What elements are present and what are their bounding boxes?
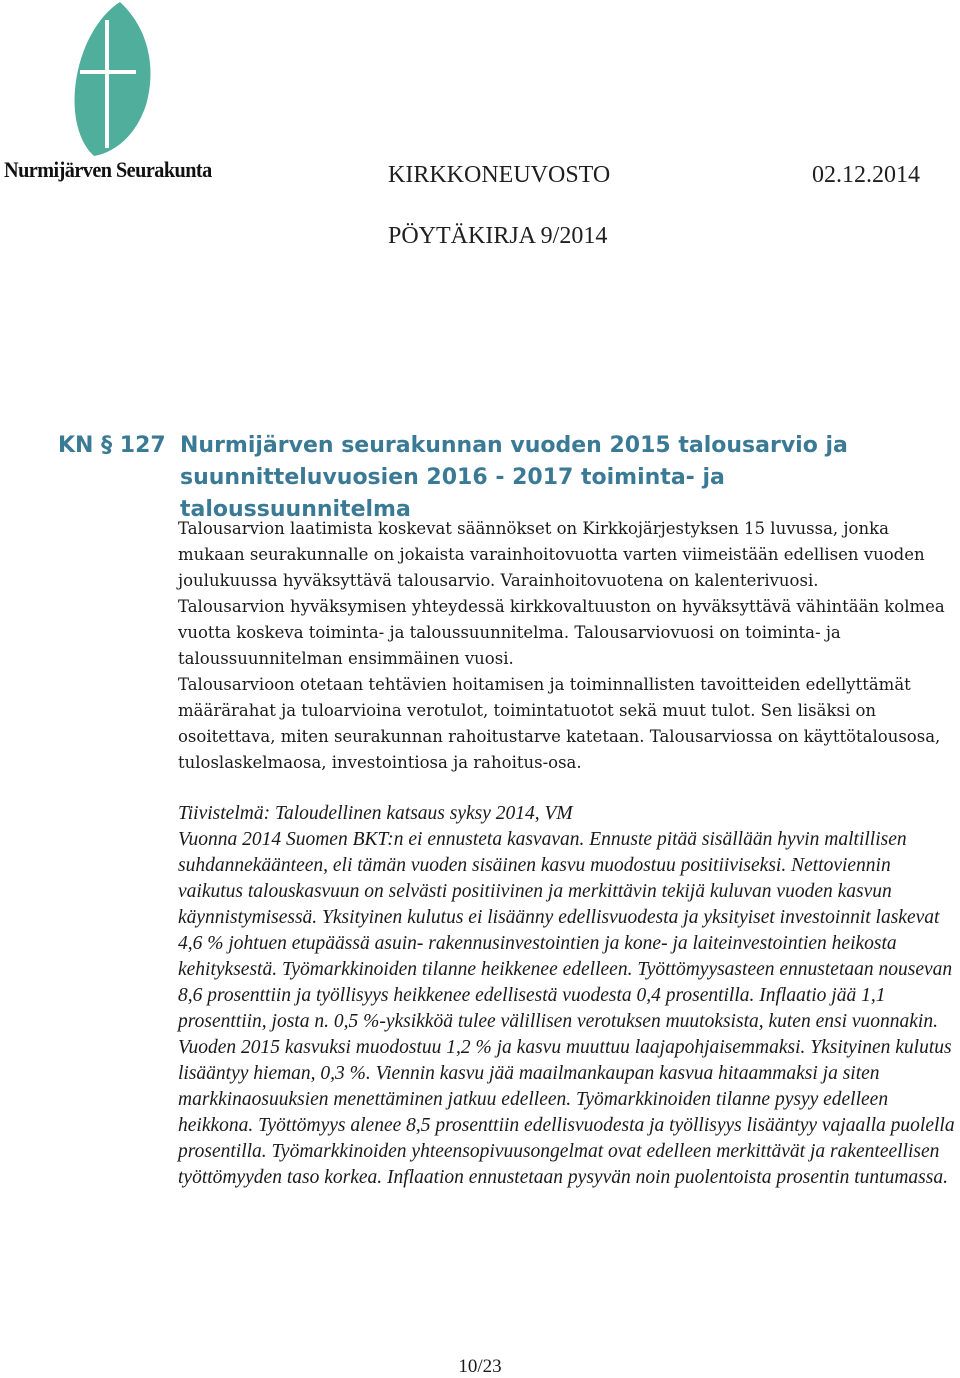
summary-paragraph: Vuoden 2015 kasvuksi muodostuu 1,2 % ja kasvu muuttuu laajapohjaisemmaksi. Yksityinen kulutus lisääntyy hieman, 0,3 %. Viennin kasvu jää maailmankaupan kasvua hitaammaksi ja siten markkinaosuuksien menettäminen jatkuu edelleen. Työmarkkinoiden tilanne pysyy edelleen heikkona. Työttömyys alenee 8,5 prosenttiin edellisvuodesta ja työllisyys lisääntyy vajaalla puolella prosentilla. Työmarkkinoiden yhteensopivuusongelmat ovat edelleen merkittävät ja rakenteellisen työttömyyden taso korkea. Inflaation ennustetaan pysyvän noin puolentoista prosentin tuntumassa.: [178, 1037, 955, 1188]
economic-summary: [178, 801, 958, 1191]
agenda-item-code: KN § 127: [58, 433, 166, 458]
parish-logo-text: Nurmijärven Seurakunta: [4, 157, 212, 182]
header-date: 02.12.2014: [812, 162, 920, 188]
parish-logo-icon: [64, 0, 156, 158]
body-paragraph: Talousarvion hyväksymisen yhteydessä kirkkovaltuuston on hyväksyttävä vähintään kolmea vuotta koskeva toiminta- ja taloussuunnitelma. Talousarviovuosi on toiminta- ja taloussuunnitelman ensimmäinen vuosi.: [178, 597, 945, 668]
body-paragraph: Talousarvion laatimista koskevat säännökset on Kirkkojärjestyksen 15 luvussa, jonka mukaan seurakunnalle on jokaista varainhoitovuotta varten viimeistään edellisen vuoden joulukuussa hyväksyttävä talousarvio. Varainhoitovuotena on kalenterivuosi.: [178, 519, 925, 590]
page-number: 10/23: [458, 1356, 502, 1377]
header-title: KIRKKONEUVOSTO: [388, 162, 611, 188]
summary-paragraph: Vuonna 2014 Suomen BKT:n ei ennusteta kasvavan. Ennuste pitää sisällään hyvin maltillisen suhdannekäänteen, eli tämän vuoden sisäinen kasvu muodostuu positiiviseksi. Nettoviennin vaikutus talouskasvuun on selvästi positiivinen ja merkittävin tekijä kuluvan vuoden kasvun käynnistymisessä. Yksityinen kulutus ei lisäänny edellisvuodesta ja yksityiset investoinnit laskevat 4,6 % johtuen etupäässä asuin- rakennusinvestointien ja kone- ja laiteinvestointien heikosta kehityksestä. Työmarkkinoiden tilanne heikkenee edelleen. Työttömyysasteen ennustetaan nousevan 8,6 prosenttiin ja työllisyys heikkenee edellisestä vuodesta 0,4 prosentilla. Inflaatio jää 1,1 prosenttiin, josta n. 0,5 %-yksikköä tulee välillisen verotuksen muutoksista, kuten ensi vuonnakin.: [178, 829, 953, 1032]
header-minutes-number: PÖYTÄKIRJA 9/2014: [388, 223, 608, 249]
body-paragraph: Talousarvioon otetaan tehtävien hoitamisen ja toiminnallisten tavoitteiden edellyttämät määrärahat ja tuloarvioina verotulot, toimintatuotot sekä muut tulot. Sen lisäksi on osoitettava, miten seurakunnan rahoitustarve katetaan. Talousarviossa on käyttötalousosa, tuloslaskelmaosa, investointiosa ja rahoitus-osa.: [178, 675, 941, 772]
item-body: [178, 516, 954, 776]
summary-label: Tiivistelmä: Taloudellinen katsaus syksy 2014, VM: [178, 803, 573, 824]
agenda-item-title: Nurmijärven seurakunnan vuoden 2015 talousarvio ja suunnitteluvuosien 2016 - 2017 toiminta- ja taloussuunnitelma: [180, 433, 848, 522]
